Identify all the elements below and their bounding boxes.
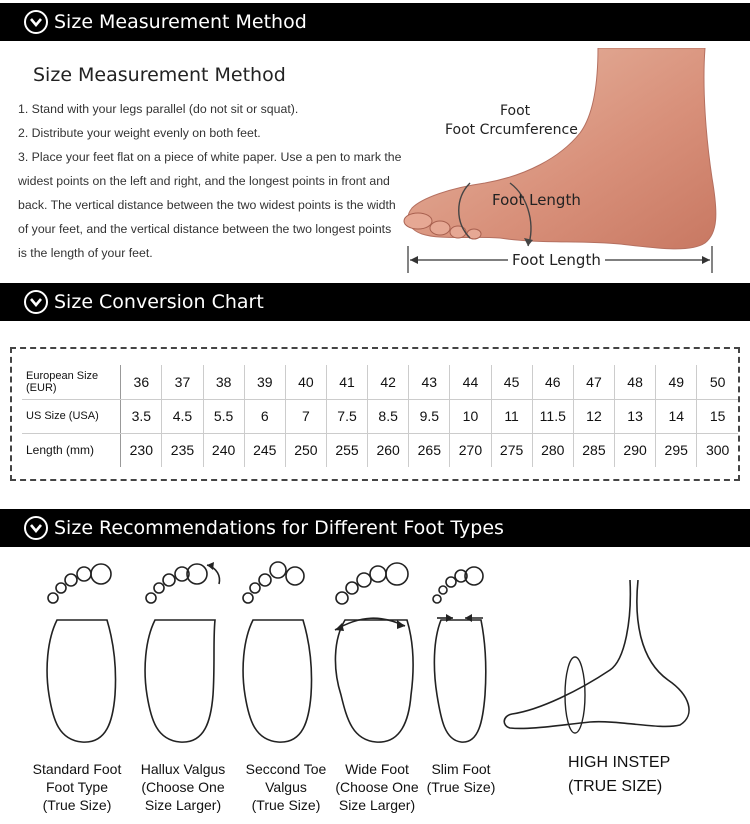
size-cell: 8.5	[368, 399, 409, 433]
high-instep-caption	[568, 751, 670, 799]
section-banner-recommendations	[0, 509, 750, 547]
caption-line: Foot Type	[45, 779, 108, 795]
size-cell: 48	[615, 365, 656, 399]
caption-line: (TRUE SIZE)	[568, 778, 663, 795]
caption-line: (Choose One	[141, 779, 225, 795]
size-cell: 235	[162, 433, 203, 467]
size-cell: 10	[450, 399, 491, 433]
size-cell: 260	[368, 433, 409, 467]
size-cell: 45	[491, 365, 532, 399]
size-conversion-table	[22, 365, 738, 467]
foot-length-label-bottom: Foot Length	[512, 251, 601, 269]
size-cell: 43	[409, 365, 450, 399]
size-cell: 36	[121, 365, 162, 399]
size-cell: 46	[532, 365, 573, 399]
size-cell: 42	[368, 365, 409, 399]
size-cell: 7	[285, 399, 326, 433]
step-3: 3. Place your feet flat on a piece of white paper. Use a pen to mark the widest points on the left and right, and the longest points in front and back. The vertical distance between the two widest points is the width of your feet, and the vertical distance between the two longest points is the length of your feet.	[18, 150, 402, 260]
size-cell: 37	[162, 365, 203, 399]
second-toe-valgus-foot-outline	[233, 560, 323, 750]
size-cell: 290	[615, 433, 656, 467]
step-2: 2. Distribute your weight evenly on both feet.	[18, 126, 261, 140]
size-cell: 44	[450, 365, 491, 399]
slim-foot-outline	[425, 560, 495, 750]
size-cell: 15	[697, 399, 738, 433]
caption-line: Valgus	[265, 779, 307, 795]
caption-line: HIGH INSTEP	[568, 754, 671, 771]
caption-line: Seccond Toe	[245, 761, 327, 777]
size-row-label: US Size (USA)	[22, 399, 121, 433]
size-cell: 49	[656, 365, 697, 399]
section-banner-conversion	[0, 283, 750, 321]
section-title: Size Conversion Chart	[54, 291, 264, 313]
caption-line: Size Larger)	[144, 797, 222, 813]
size-cell: 38	[203, 365, 244, 399]
standard-foot-outline	[37, 560, 127, 750]
size-cell: 230	[121, 433, 162, 467]
section-title: Size Measurement Method	[54, 11, 307, 33]
size-cell: 41	[326, 365, 367, 399]
high-instep-foot-outline	[500, 580, 710, 740]
size-cell: 280	[532, 433, 573, 467]
size-row	[22, 399, 738, 433]
section-banner-measurement	[0, 3, 750, 41]
caption-line: Size Larger)	[338, 797, 416, 813]
caption-line: Hallux Valgus	[140, 761, 226, 777]
caption-line: Slim Foot	[431, 761, 491, 777]
foot-label: Foot	[500, 103, 531, 119]
size-cell: 7.5	[326, 399, 367, 433]
size-cell: 6	[244, 399, 285, 433]
foot-measurement-illustration	[400, 48, 740, 278]
size-cell: 9.5	[409, 399, 450, 433]
size-row	[22, 433, 738, 467]
second-toe-valgus-caption	[236, 760, 336, 814]
size-row	[22, 365, 738, 399]
size-cell: 13	[615, 399, 656, 433]
caption-line: (True Size)	[251, 797, 321, 813]
size-cell: 11	[491, 399, 532, 433]
chevron-down-icon	[24, 290, 48, 314]
caption-line: Wide Foot	[345, 761, 409, 777]
size-row-label: Length (mm)	[22, 433, 121, 467]
wide-foot-outline	[331, 560, 421, 750]
measurement-steps	[18, 97, 403, 265]
size-cell: 245	[244, 433, 285, 467]
size-cell: 3.5	[121, 399, 162, 433]
section-title: Size Recommendations for Different Foot Types	[54, 517, 504, 539]
size-cell: 5.5	[203, 399, 244, 433]
hallux-valgus-foot-outline	[135, 560, 225, 750]
size-cell: 285	[573, 433, 614, 467]
size-cell: 50	[697, 365, 738, 399]
foot-length-label-inner: Foot Length	[492, 191, 581, 209]
hallux-valgus-caption	[133, 760, 233, 814]
size-cell: 240	[203, 433, 244, 467]
size-cell: 11.5	[532, 399, 573, 433]
chevron-down-icon	[24, 10, 48, 34]
step-1: 1. Stand with your legs parallel (do not sit or squat).	[18, 102, 299, 116]
size-cell: 250	[285, 433, 326, 467]
foot-side-illustration	[400, 48, 740, 278]
standard-foot-caption	[27, 760, 127, 814]
size-cell: 300	[705, 442, 730, 459]
size-row-label: European Size (EUR)	[22, 365, 121, 399]
caption-line: (True Size)	[426, 779, 496, 795]
size-cell: 12	[573, 399, 614, 433]
size-cell: 14	[656, 399, 697, 433]
size-cell: 270	[450, 433, 491, 467]
size-cell: 275	[491, 433, 532, 467]
size-cell: 40	[285, 365, 326, 399]
chevron-down-icon	[24, 516, 48, 540]
size-cell: 47	[573, 365, 614, 399]
size-cell: 39	[244, 365, 285, 399]
size-chart-frame	[10, 347, 740, 481]
size-cell: 4.5	[162, 399, 203, 433]
size-cell: 255	[326, 433, 367, 467]
size-cell: 295	[656, 433, 697, 467]
slim-foot-caption	[411, 760, 511, 796]
caption-line: Standard Foot	[32, 761, 122, 777]
caption-line: (True Size)	[42, 797, 112, 813]
caption-line: (Choose One	[335, 779, 419, 795]
size-cell: 265	[409, 433, 450, 467]
measurement-heading: Size Measurement Method	[33, 64, 286, 86]
circumference-label: Foot Crcumference	[445, 122, 578, 138]
